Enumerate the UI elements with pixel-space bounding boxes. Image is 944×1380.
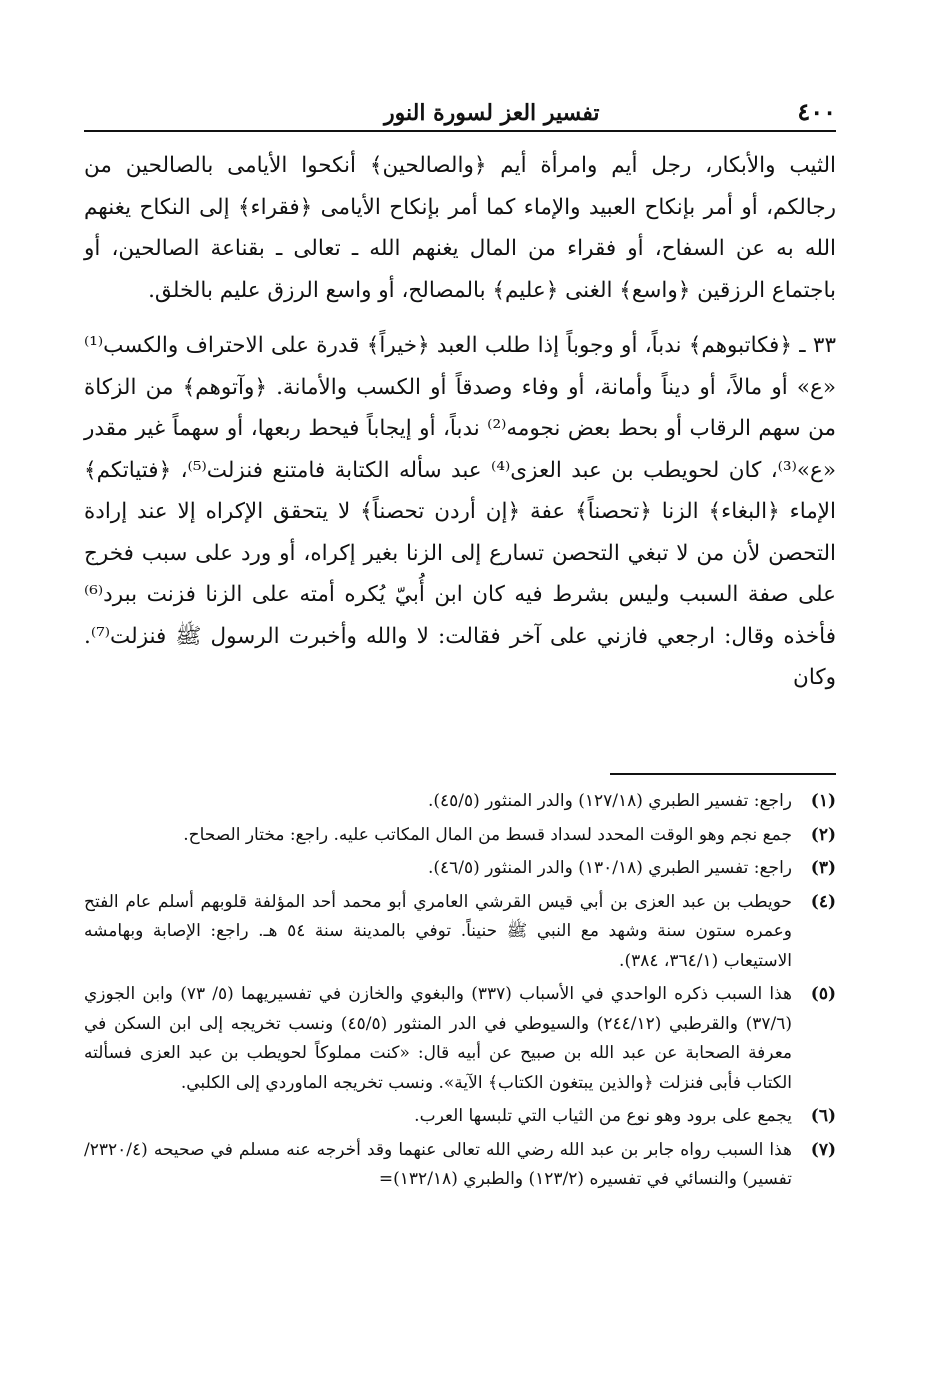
footnote-text: هذا السبب رواه جابر بن عبد الله رضي الله تعالى عنهما وقد أخرجه عنه مسلم في صحيحه (٢٣٢٠/٤/تفسير) والنسائي في تفسيره (١٢٣/٢) والطبري (١٣٢/١٨)= [84, 1139, 792, 1189]
footnote [84, 1136, 836, 1195]
footnote [84, 787, 836, 817]
footnote-text: جمع نجم وهو الوقت المحدد لسداد قسط من المال المكاتب عليه. راجع: مختار الصحاح. [183, 824, 792, 845]
footnote-number: (٢) [810, 824, 836, 845]
page-number: ٤٠٠ [797, 97, 836, 126]
body-paragraph: الثيب والأبكار، رجل أيم وامرأة أيم ﴿والصالحين﴾ أنكحوا الأيامى بالصالحين من رجالكم، أو أمر بإنكاح العبيد والإماء كما أمر بإنكاح الأيامى ﴿فقراء﴾ إلى النكاح يغنهم الله به عن السفاح، أو فقراء من المال يغنهم الله ـ تعالى ـ بقناعة الصالحين، أو باجتماع الرزقين ﴿واسع﴾ الغنى ﴿عليم﴾ بالمصالح، أو واسع الرزق عليم بالخلق. [84, 153, 836, 303]
footnote-text: يجمع على برود وهو نوع من الثياب التي تلبسها العرب. [414, 1106, 792, 1126]
page-header [84, 88, 836, 132]
footnote-number: (٧) [810, 1139, 836, 1160]
running-title: تفسير العز لسورة النور [384, 100, 600, 126]
footnote-text: حويطب بن عبد العزى بن أبي قيس القرشي العامري أبو محمد أحد المؤلفة قلوبهم أسلم عام الفتح وعمره ستون سنة وشهد مع النبي ﷺ حنيناً. توفي بالمدينة سنة ٥٤ هـ. راجع: الإصابة وبهامشه الاستيعاب (٣٦٤/١، ٣٨٤). [84, 891, 792, 971]
body-paragraph: ٣٣ ـ ﴿فكاتبوهم﴾ ندباً، أو وجوباً إذا طلب العبد ﴿خيراً﴾ قدرة على الاحتراف والكسب⁽¹⁾ «ع» أو مالاً، أو ديناً وأمانة، أو وفاء وصدقاً أو الكسب والأمانة. ﴿وآتوهم﴾ من الزكاة من سهم الرقاب أو بحط بعض نجومه⁽²⁾ ندباً، أو إيجاباً فيحط ربعها، أو سهماً غير مقدر «ع»⁽³⁾، كان لحويطب بن عبد العزى⁽⁴⁾ عبد سأله الكتابة فامتنع فنزلت⁽⁵⁾، ﴿فتياتكم﴾ الإماء ﴿البغاء﴾ الزنا ﴿تحصناً﴾ عفة ﴿إن أردن تحصناً﴾ لا يتحقق الإكراه إلا عند إرادة التحصن لأن من لا تبغي التحصن تسارع إلى الزنا بغير إكراه، أو ورد على سبب فخرج على صفة السبب وليس بشرط فيه كان ابن أُبيّ يُكره أمته على الزنا فزنت ببرد⁽⁶⁾ فأخذه وقال: ارجعي فازني على آخر فقالت: لا والله وأخبرت الرسول ﷺ فنزلت⁽⁷⁾. وكان [84, 333, 836, 690]
footnote-text: راجع: تفسير الطبري (١٣٠/١٨) والدر المنثور (٤٦/٥). [427, 858, 792, 878]
footnote [84, 888, 836, 977]
footnote [84, 980, 836, 1098]
main-text [84, 145, 836, 699]
footnote [84, 854, 836, 884]
footnote-text: هذا السبب ذكره الواحدي في الأسباب (٣٣٧) والبغوي والخازن في تفسيريهما (٥/ ٧٣) وابن الجوزي (٣٧/٦) والقرطبي (٢٤٤/١٢) والسيوطي في الدر المنثور (٤٥/٥) ونسب تخريجه إلى ابن السكن في معرفة الصحابة عن عبد الله بن صبيح عن أبيه قال: «كنت مملوكاً لحويطب بن عبد العزى فسألته الكتاب فأبى فنزلت ﴿والذين يبتغون الكتاب﴾ الآية». ونسب تخريجه الماوردي إلى الكلبي. [84, 984, 793, 1093]
footnote-number: (١) [810, 791, 836, 811]
footnote [84, 1102, 836, 1132]
footnote-number: (٤) [810, 891, 836, 912]
footnote [84, 821, 836, 851]
footnote-number: (٥) [810, 984, 836, 1004]
footnote-separator [610, 773, 836, 775]
footnote-text: راجع: تفسير الطبري (١٢٧/١٨) والدر المنثور (٤٥/٥). [427, 791, 792, 811]
footnote-number: (٦) [810, 1106, 836, 1126]
footnotes [84, 787, 836, 1199]
footnote-number: (٣) [810, 858, 836, 878]
